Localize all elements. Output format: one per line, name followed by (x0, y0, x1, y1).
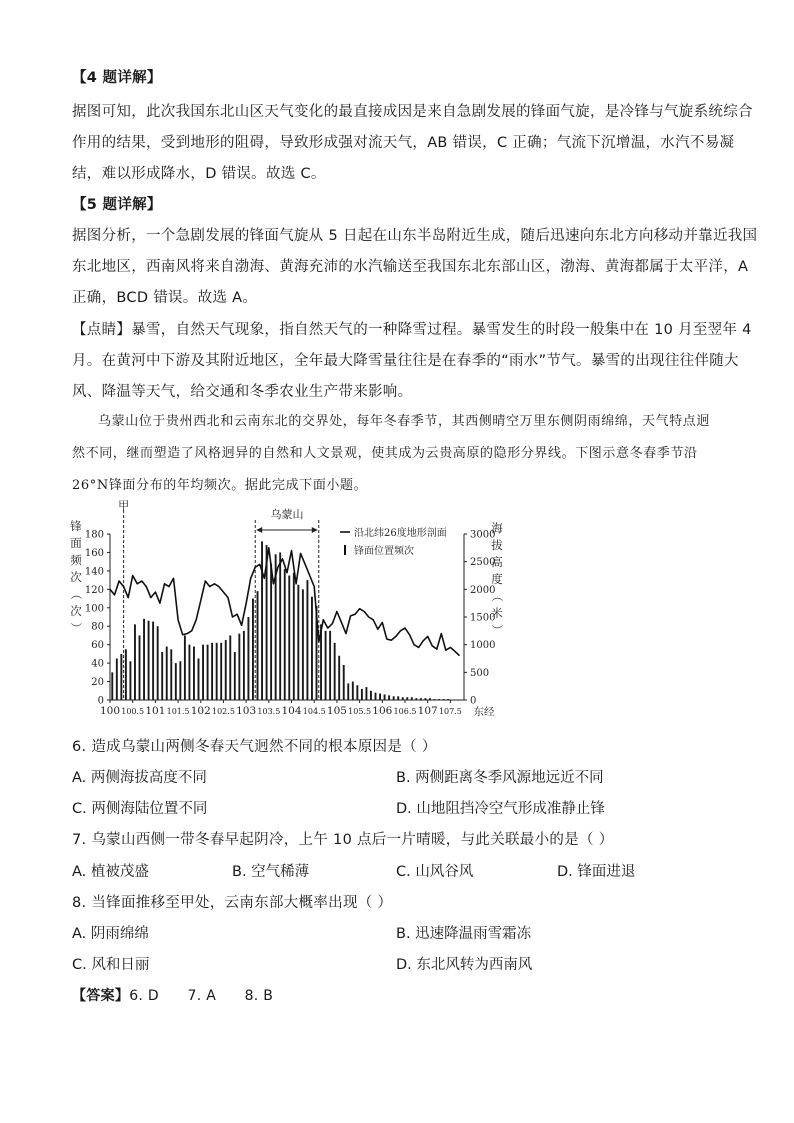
right-axis-label-char: 度 (491, 572, 503, 586)
frequency-bar (415, 698, 417, 700)
frequency-bar (143, 619, 145, 700)
right-tick-label: 2500 (470, 557, 496, 569)
frequency-bar (284, 569, 286, 700)
x-unit-label: 东经 (473, 706, 495, 718)
left-tick-label: 100 (84, 603, 104, 615)
frequency-bar (270, 564, 272, 700)
q5-line-1: 据图分析，一个急剧发展的锋面气旋从 5 日起在山东半岛附近生成，随后迅速向东北方向移动并靠近我国 (72, 228, 758, 244)
frequency-bar (384, 694, 386, 700)
q4-line-2: 作用的结果，受到地形的阻碍，导致形成强对流天气，AB 错误，C 正确；气流下沉增温，水汽不易凝 (72, 135, 735, 151)
q7-option-a: A. 植被茂盛 (72, 864, 149, 880)
left-tick-label: 140 (84, 566, 104, 578)
left-tick-label: 120 (84, 584, 104, 596)
frequency-bar (243, 631, 245, 700)
q5-heading: 【5 题详解】 (72, 197, 162, 213)
frequency-bar (352, 682, 354, 700)
frequency-bar (334, 643, 336, 700)
frequency-bar (139, 635, 141, 700)
left-tick-label: 60 (91, 640, 104, 652)
q7-option-c: C. 山风谷风 (396, 864, 474, 880)
x-tick-label: 103 (236, 705, 257, 717)
q5-line-3: 正确，BCD 错误。故选 A。 (72, 290, 258, 306)
frequency-bar (338, 656, 340, 700)
frequency-bar (220, 643, 222, 700)
tip-line-2: 月。在黄河中下游及其附近地区，全年最大降雪量往往是在春季的“雨水”节气。暴雪的出现往往伴随大 (72, 353, 739, 369)
q7-stem: 7. 乌蒙山西侧一带冬春早起阴冷，上午 10 点后一片晴暖，与此关联最小的是（ ） (72, 832, 614, 848)
left-axis-label-char: 频 (70, 553, 82, 567)
right-tick-label: 1500 (470, 612, 496, 624)
x-tick-label: 104.5 (302, 707, 326, 716)
frequency-bar (402, 697, 404, 700)
frequency-bar (116, 659, 118, 701)
frequency-bar (175, 663, 177, 700)
frequency-bar (161, 652, 163, 700)
x-tick-label: 102.5 (212, 707, 235, 716)
right-axis-label-char: 高 (491, 555, 503, 569)
frequency-bar (152, 622, 154, 700)
right-tick-label: 1000 (470, 640, 496, 652)
left-axis-label-char: （ (69, 588, 83, 600)
tip-line-3: 风、降温等天气，给交通和冬季农业生产带来影响。 (72, 384, 413, 400)
frequency-bar (447, 699, 449, 700)
right-tick-label: 0 (470, 695, 477, 707)
q8-option-c: C. 风和日丽 (72, 957, 150, 973)
x-tick-label: 100 (99, 705, 121, 717)
frequency-bar (393, 696, 395, 700)
frequency-bar (157, 626, 159, 700)
answer-line (72, 985, 273, 1005)
frequency-bar (198, 659, 200, 701)
left-axis-label-char: 次 (70, 570, 82, 584)
right-axis-label-char: ） (490, 624, 504, 636)
x-tick-label: 106 (372, 705, 393, 717)
frequency-bar (361, 689, 363, 700)
question-intro: 乌蒙山位于贵州西北和云南东北的交界处，每年冬春季节，其西侧晴空万里东侧阴雨绵绵，天气特点迥然不同，继而塑造了风格迥异的自然和人文景观，使其成为云贵高原的隐形分界线。下图示意冬春季节沿 26°N锋面分布的年均频次。据此完成下面小题。 (72, 414, 711, 493)
frequency-bar (343, 665, 345, 700)
frequency-bar (166, 647, 168, 700)
x-tick-label: 107 (417, 705, 438, 717)
wumeng-arrowhead-right (312, 527, 318, 533)
frequency-bar (188, 645, 190, 700)
x-tick-label: 106.5 (393, 707, 417, 716)
frequency-bar (443, 699, 445, 700)
frequency-bar (184, 635, 186, 700)
left-tick-label: 80 (91, 621, 104, 633)
frequency-bar (247, 617, 249, 700)
legend-terrain-label: 沿北纬26度地形剖面 (354, 528, 447, 539)
left-axis-label-char: 次 (70, 604, 82, 618)
frequency-bar (370, 691, 372, 700)
left-tick-label: 20 (91, 677, 104, 689)
x-tick-label: 105 (326, 705, 347, 717)
wumeng-label: 乌蒙山 (270, 508, 304, 521)
frequency-bar (252, 599, 254, 700)
frequency-bar (411, 697, 413, 700)
frequency-bar (261, 541, 263, 700)
q6-option-d: D. 山地阻挡冷空气形成准静止锋 (396, 801, 605, 817)
frequency-bar (311, 597, 313, 700)
q6-option-a: A. 两侧海拔高度不同 (72, 770, 207, 786)
x-tick-label: 101.5 (166, 707, 190, 716)
left-axis-label-char: 面 (70, 536, 82, 550)
right-axis-label-char: 米 (491, 606, 503, 620)
frequency-bar (179, 661, 181, 700)
frequency-bar (111, 672, 113, 700)
q4-heading: 【4 题详解】 (72, 70, 162, 86)
frequency-bar (388, 695, 390, 700)
frequency-bar (365, 687, 367, 700)
q5-line-2: 东北地区，西南风将来自渤海、黄海充沛的水汽输送至我国东北东部山区，渤海、黄海都属于太平洋，A (72, 259, 749, 275)
frequency-bar (379, 694, 381, 700)
left-axis-label-char: 锋 (70, 519, 82, 533)
jia-label: 甲 (118, 499, 130, 512)
frequency-bar (279, 552, 281, 700)
frequency-bar (429, 698, 431, 700)
right-tick-label: 3000 (470, 529, 496, 541)
frequency-bar (293, 573, 295, 700)
frequency-bar (302, 589, 304, 700)
frontal-frequency-chart (64, 498, 504, 720)
frequency-bar (225, 640, 227, 700)
q8-option-a: A. 阴雨绵绵 (72, 926, 149, 942)
q6-option-c: C. 两侧海陆位置不同 (72, 801, 208, 817)
q4-line-1: 据图可知，此次我国东北山区天气变化的最直接成因是来自急剧发展的锋面气旋，是冷锋与气旋系统综合 (72, 104, 753, 120)
legend-bar-label: 锋面位置频次 (354, 546, 414, 557)
frequency-bar (306, 580, 308, 700)
frequency-bar (216, 643, 218, 700)
frequency-bar (420, 698, 422, 700)
frequency-bar (129, 661, 131, 700)
answer-text: 6. D 7. A 8. B (129, 988, 274, 1004)
wumeng-arrowhead-left (256, 527, 262, 533)
frequency-bar (207, 645, 209, 700)
frequency-bar (397, 696, 399, 700)
q8-option-b: B. 迅速降温雨雪霜冻 (396, 926, 532, 942)
frequency-bar (211, 643, 213, 700)
left-tick-label: 180 (84, 529, 104, 541)
frequency-bar (297, 585, 299, 700)
x-tick-label: 100.5 (121, 707, 145, 716)
left-tick-label: 0 (97, 695, 104, 707)
frequency-bar (356, 685, 358, 700)
q7-option-d: D. 锋面进退 (557, 864, 636, 880)
frequency-bar (406, 697, 408, 700)
frequency-bar (193, 647, 195, 700)
frequency-bar (257, 591, 259, 700)
x-tick-label: 104 (281, 705, 302, 717)
q4-line-3: 结，难以形成降水，D 错误。故选 C。 (72, 166, 326, 182)
frequency-bar (229, 635, 231, 700)
frequency-bar (329, 631, 331, 700)
frequency-bar (148, 621, 150, 700)
frequency-bar (434, 699, 436, 700)
frequency-bar (120, 654, 122, 700)
right-axis-label-char: 海 (491, 521, 503, 535)
q6-option-b: B. 两侧距离冬季风源地远近不同 (396, 770, 604, 786)
frequency-bar (134, 624, 136, 700)
q6-stem: 6. 造成乌蒙山两侧冬春天气迥然不同的根本原因是（ ） (72, 739, 437, 755)
frequency-bar (325, 631, 327, 700)
frequency-bar (170, 649, 172, 700)
right-axis-label-char: （ (490, 590, 504, 602)
frequency-bar (125, 649, 127, 700)
x-tick-label: 107.5 (438, 707, 462, 716)
right-tick-label: 500 (470, 667, 490, 679)
left-axis-label-char: ） (69, 622, 83, 634)
frequency-bar (375, 693, 377, 700)
frequency-bar (438, 699, 440, 700)
frequency-bar (234, 652, 236, 700)
q7-option-b: B. 空气稀薄 (232, 864, 310, 880)
frequency-bar (424, 698, 426, 700)
frequency-bar (202, 645, 204, 700)
x-tick-label: 103.5 (257, 707, 281, 716)
answer-label: 【答案】 (72, 988, 130, 1004)
x-tick-label: 101 (145, 705, 166, 717)
frequency-bar (288, 576, 290, 701)
left-tick-label: 160 (84, 547, 104, 559)
x-tick-label: 102 (190, 705, 211, 717)
q8-option-d: D. 东北风转为西南风 (396, 957, 533, 973)
tip-line-1: 【点睛】暴雪，自然天气现象，指自然天气的一种降雪过程。暴雪发生的时段一般集中在 10 月至翌年 4 (72, 322, 752, 338)
right-axis-label-char: 拔 (491, 538, 503, 552)
q8-stem: 8. 当锋面推移至甲处，云南东部大概率出现（ ） (72, 895, 393, 911)
frequency-bar (347, 683, 349, 700)
frequency-bar (238, 634, 240, 700)
x-tick-label: 105.5 (348, 707, 372, 716)
right-tick-label: 2000 (470, 584, 496, 596)
left-tick-label: 40 (91, 658, 104, 670)
